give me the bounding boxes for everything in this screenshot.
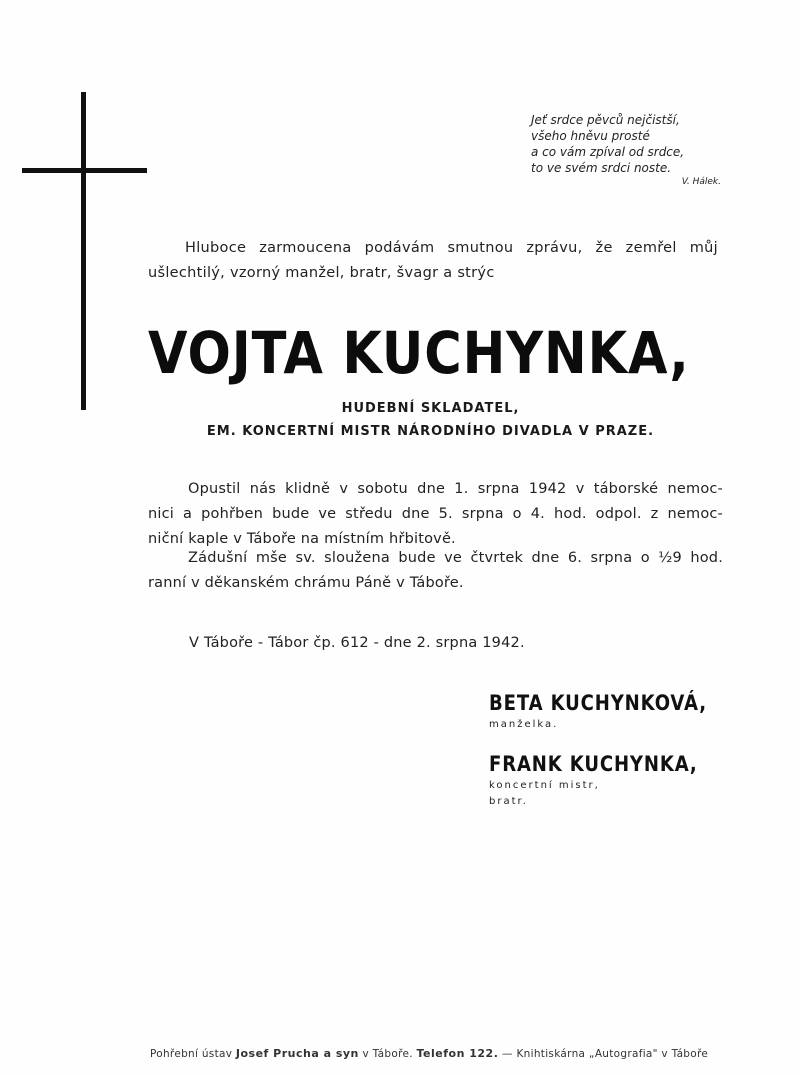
signatory-wife: [489, 689, 769, 733]
signatory-name: FRANK KUCHYNKA,: [489, 752, 698, 776]
mass-paragraph: [148, 546, 723, 596]
place-date: V Táboře - Tábor čp. 612 - dne 2. srpna 1942.: [189, 635, 525, 651]
cross-vertical-bar: [81, 92, 86, 410]
poem-line: a co vám zpíval od srdce,: [531, 145, 685, 159]
poem-line: to ve svém srdci noste.: [531, 161, 672, 175]
footer-pre: Pohřební ústav: [150, 1048, 233, 1060]
intro-text: [148, 236, 718, 286]
funeral-paragraph: [148, 477, 723, 552]
deceased-titles: [148, 397, 713, 443]
poem-author: V. Hálek.: [681, 177, 721, 187]
funeral-line: Opustil nás klidně v sobotu dne 1. srpna 1942 v táborské nemoc-: [188, 481, 723, 497]
deceased-title-line: HUDEBNÍ SKLADATEL,: [341, 401, 520, 416]
cross-horizontal-bar: [22, 168, 147, 173]
mass-line: Zádušní mše sv. sloužena bude ve čtvrtek dne 6. srpna o ½9 hod.: [188, 550, 723, 566]
footer-firm: Josef Prucha a syn: [235, 1047, 359, 1060]
signatory-role: bratr.: [489, 796, 528, 807]
signatory-role: koncertní mistr,: [489, 780, 600, 791]
footer-phone: Telefon 122.: [416, 1047, 499, 1060]
signatory-name: BETA KUCHYNKOVÁ,: [489, 691, 707, 715]
signatory-role: manželka.: [489, 719, 559, 730]
funeral-line: niční kaple v Táboře na místním hřbitově.: [148, 531, 456, 547]
intro-line: ušlechtilý, vzorný manžel, bratr, švagr a strýc: [148, 265, 495, 281]
poem-line: Jeť srdce pěvců nejčistší,: [531, 113, 680, 127]
funeral-line: nici a pohřben bude ve středu dne 5. srpna o 4. hod. odpol. z nemoc-: [148, 506, 723, 522]
printer-footer: [150, 1047, 750, 1060]
deceased-name: VOJTA KUCHYNKA,: [148, 319, 690, 387]
intro-line: Hluboce zarmoucena podávám smutnou zprávu, že zemřel můj: [185, 240, 718, 256]
signatory-brother: [489, 750, 769, 810]
poem-quote: [531, 112, 741, 190]
deceased-title-line: EM. KONCERTNÍ MISTR NÁRODNÍHO DIVADLA V PRAZE.: [206, 424, 655, 439]
poem-line: všeho hněvu prosté: [531, 129, 650, 143]
footer-printer: — Knihtiskárna „Autografia" v Táboře: [502, 1048, 709, 1060]
mass-line: ranní v děkanském chrámu Páně v Táboře.: [148, 575, 464, 591]
footer-city: v Táboře.: [362, 1048, 413, 1060]
